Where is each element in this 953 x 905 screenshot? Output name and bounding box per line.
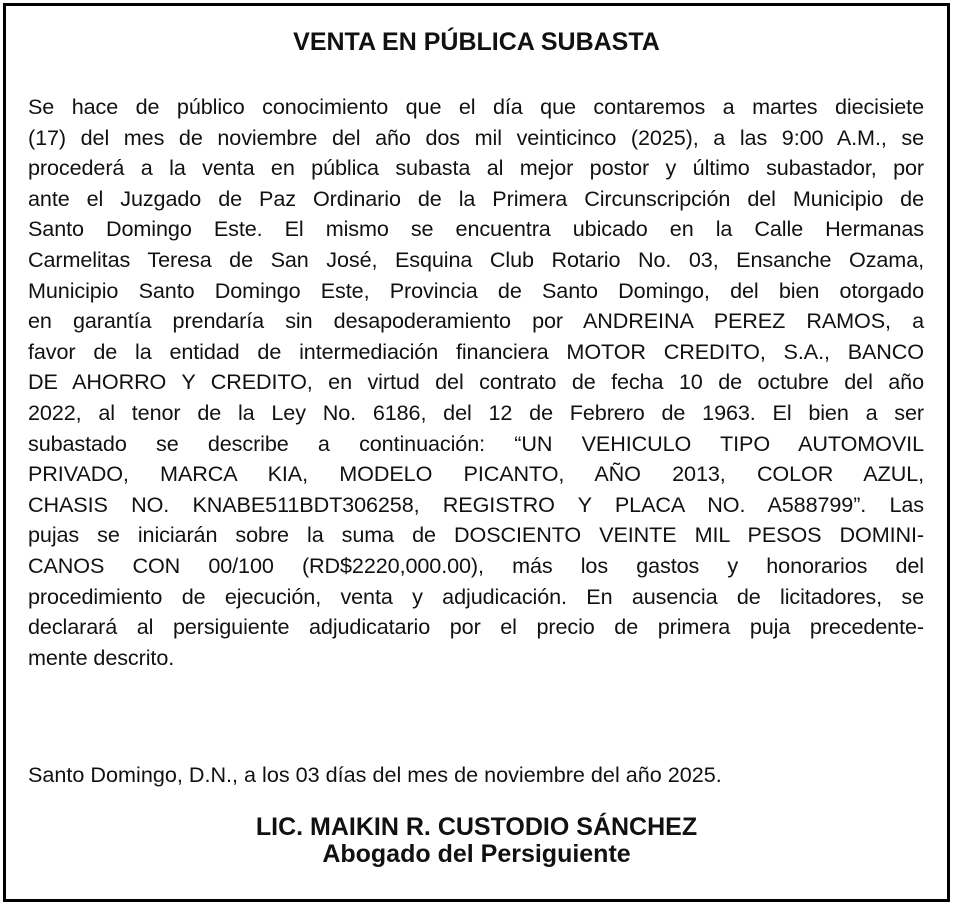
legal-notice-box: [3, 3, 950, 902]
body-line: declarará al persiguiente adjudicatario por el precio de primera puja precedente-: [28, 614, 924, 640]
body-line: Se hace de público conocimiento que el día que contaremos a martes diecisiete: [28, 94, 924, 119]
body-line: PRIVADO, MARCA KIA, MODELO PICANTO, AÑO 2013, COLOR AZUL,: [28, 461, 924, 487]
body-line: mente descrito.: [28, 644, 175, 670]
signatory-role: Abogado del Persiguiente: [322, 840, 631, 868]
body-line: CHASIS NO. KNABE511BDT306258, REGISTRO Y PLACA NO. A588799”. Las: [28, 491, 924, 517]
body-line: procedimiento de ejecución, venta y adjudicación. En ausencia de licitadores, se: [28, 583, 924, 609]
notice-title: VENTA EN PÚBLICA SUBASTA: [293, 28, 660, 56]
signatory-name: LIC. MAIKIN R. CUSTODIO SÁNCHEZ: [255, 813, 698, 841]
body-line: ante el Juzgado de Paz Ordinario de la Primera Circunscripción del Municipio de: [28, 185, 924, 211]
body-line: Municipio Santo Domingo Este, Provincia de Santo Domingo, del bien otorgado: [28, 277, 924, 303]
body-line: Santo Domingo Este. El mismo se encuentra ubicado en la Calle Hermanas: [28, 216, 924, 242]
signature-block: [6, 814, 947, 868]
body-line: procederá a la venta en pública subasta al mejor postor y último subastador, por: [28, 155, 924, 181]
body-line: favor de la entidad de intermediación financiera MOTOR CREDITO, S.A., BANCO: [28, 338, 924, 364]
body-line: CANOS CON 00/100 (RD$2220,000.00), más los gastos y honorarios del: [28, 552, 924, 578]
body-line: 2022, al tenor de la Ley No. 6186, del 12 de Febrero de 1963. El bien a ser: [28, 399, 924, 425]
body-line: Carmelitas Teresa de San José, Esquina Club Rotario No. 03, Ensanche Ozama,: [28, 246, 924, 272]
body-line: DE AHORRO Y CREDITO, en virtud del contrato de fecha 10 de octubre del año: [28, 369, 924, 395]
notice-body: [28, 92, 924, 673]
body-line: pujas se iniciarán sobre la suma de DOSCIENTO VEINTE MIL PESOS DOMINI-: [28, 522, 924, 548]
body-line: subastado se describe a continuación: “UN VEHICULO TIPO AUTOMOVIL: [28, 430, 924, 456]
closing-date-line: Santo Domingo, D.N., a los 03 días del mes de noviembre del año 2025.: [28, 762, 722, 787]
body-line: (17) del mes de noviembre del año dos mil veinticinco (2025), a las 9:00 A.M., se: [28, 124, 924, 150]
body-line: en garantía prendaría sin desapoderamiento por ANDREINA PEREZ RAMOS, a: [28, 308, 924, 334]
